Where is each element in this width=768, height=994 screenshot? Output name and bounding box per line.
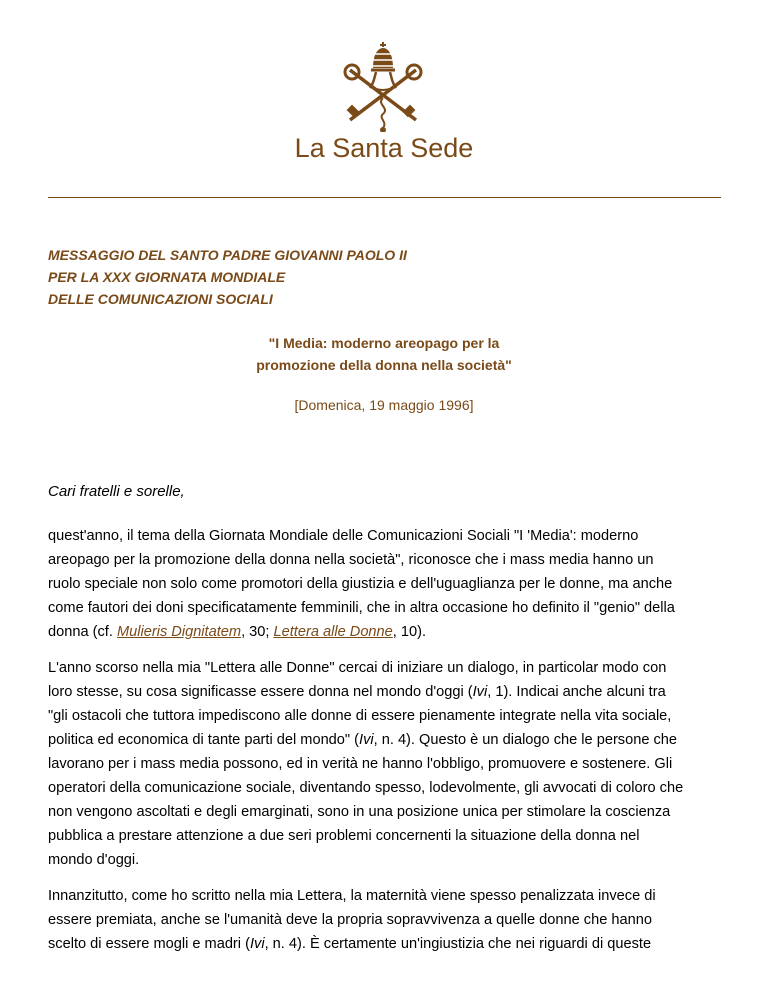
p1-line-1: quest'anno, il tema della Giornata Mondiale delle Comunicazioni Sociali "I 'Media': moderno [48,528,639,544]
ivi-citation: Ivi [359,732,374,748]
p1-line-5-end: , 10). [392,624,427,640]
paragraph-2 [48,656,738,872]
p2-line-2-end: , 1). Indicai anche alcuni tra [487,684,666,700]
message-date: [Domenica, 19 maggio 1996] [294,397,474,413]
heading-line-3: DELLE COMUNICAZIONI SOCIALI [48,291,273,307]
site-title[interactable]: La Santa Sede [294,133,474,163]
p2-line-5: lavorano per i mass media possono, ed in verità ne hanno l'obbligo, promuovere e sostenere. Gli [48,756,673,772]
p3-line-3 [48,932,738,956]
p2-line-4-start: politica ed economica di tante parti del mondo" ( [48,732,360,748]
p2-line-6: operatori della comunicazione sociale, diventando spesso, lodevolmente, gli avvocati di coloro che [48,780,684,796]
greeting: Cari fratelli e sorelle, [48,483,185,500]
document-heading [48,244,728,310]
p2-line-9: mondo d'oggi. [48,852,140,868]
p2-line-2 [48,680,738,704]
p2-line-2-start: loro stesse, su cosa significasse essere donna nel mondo d'oggi ( [48,684,473,700]
p3-line-1: Innanzitutto, come ho scritto nella mia Lettera, la maternità viene spesso penalizzata invece di [48,888,656,904]
ivi-citation: Ivi [472,684,488,700]
p1-line-5-start: donna (cf. [48,624,117,640]
paragraph-1 [48,524,738,644]
heading-line-1: MESSAGGIO DEL SANTO PADRE GIOVANNI PAOLO II [48,247,407,263]
p3-line-2: essere premiata, anche se l'umanità deve la propria sopravvivenza a quelle donne che hanno [48,912,652,928]
p3-line-3-end: , n. 4). È certamente un'ingiustizia che nei riguardi di queste [264,936,652,952]
p1-line-2: areopago per la promozione della donna nella società", riconosce che i mass media hanno un [48,552,654,568]
heading-line-2: PER LA XXX GIORNATA MONDIALE [48,269,286,285]
p2-line-8: pubblica a prestare attenzione a due seri problemi concernenti la situazione della donna nel [48,828,640,844]
papal-coat-of-arms-icon [340,40,426,132]
header-divider [48,197,721,198]
lettera-alle-donne-link[interactable]: Lettera alle Donne [273,624,393,640]
p1-line-5 [48,620,738,644]
p2-line-4 [48,728,738,752]
p2-line-1: L'anno scorso nella mia "Lettera alle Donne" cercai di iniziare un dialogo, in particolar modo con [48,660,667,676]
p1-line-3: ruolo speciale non solo come promotori della giustizia e dell'uguaglianza per le donne, ma anche [48,576,673,592]
p2-line-4-end: , n. 4). Questo è un dialogo che le persone che [373,732,678,748]
p2-line-7: non vengono ascoltati e degli emarginati, sono in una posizione unica per stimolare la coscienza [48,804,671,820]
p2-line-3: "gli ostacoli che tuttora impediscono alle donne di essere pienamente integrate nella vita sociale, [48,708,672,724]
mulieris-dignitatem-link[interactable]: Mulieris Dignitatem [116,624,242,640]
theme-line-1: "I Media: moderno areopago per la [268,335,500,351]
theme-line-2: promozione della donna nella società" [256,357,512,373]
ivi-citation: Ivi [249,936,265,952]
p1-line-4: come fautori dei doni specificatamente femminili, che in altra occasione ho definito il "genio" della [48,600,675,616]
message-theme [0,332,768,376]
p1-line-5-mid: , 30; [241,624,274,640]
p3-line-3-start: scelto di essere mogli e madri ( [48,936,250,952]
paragraph-3 [48,884,738,956]
